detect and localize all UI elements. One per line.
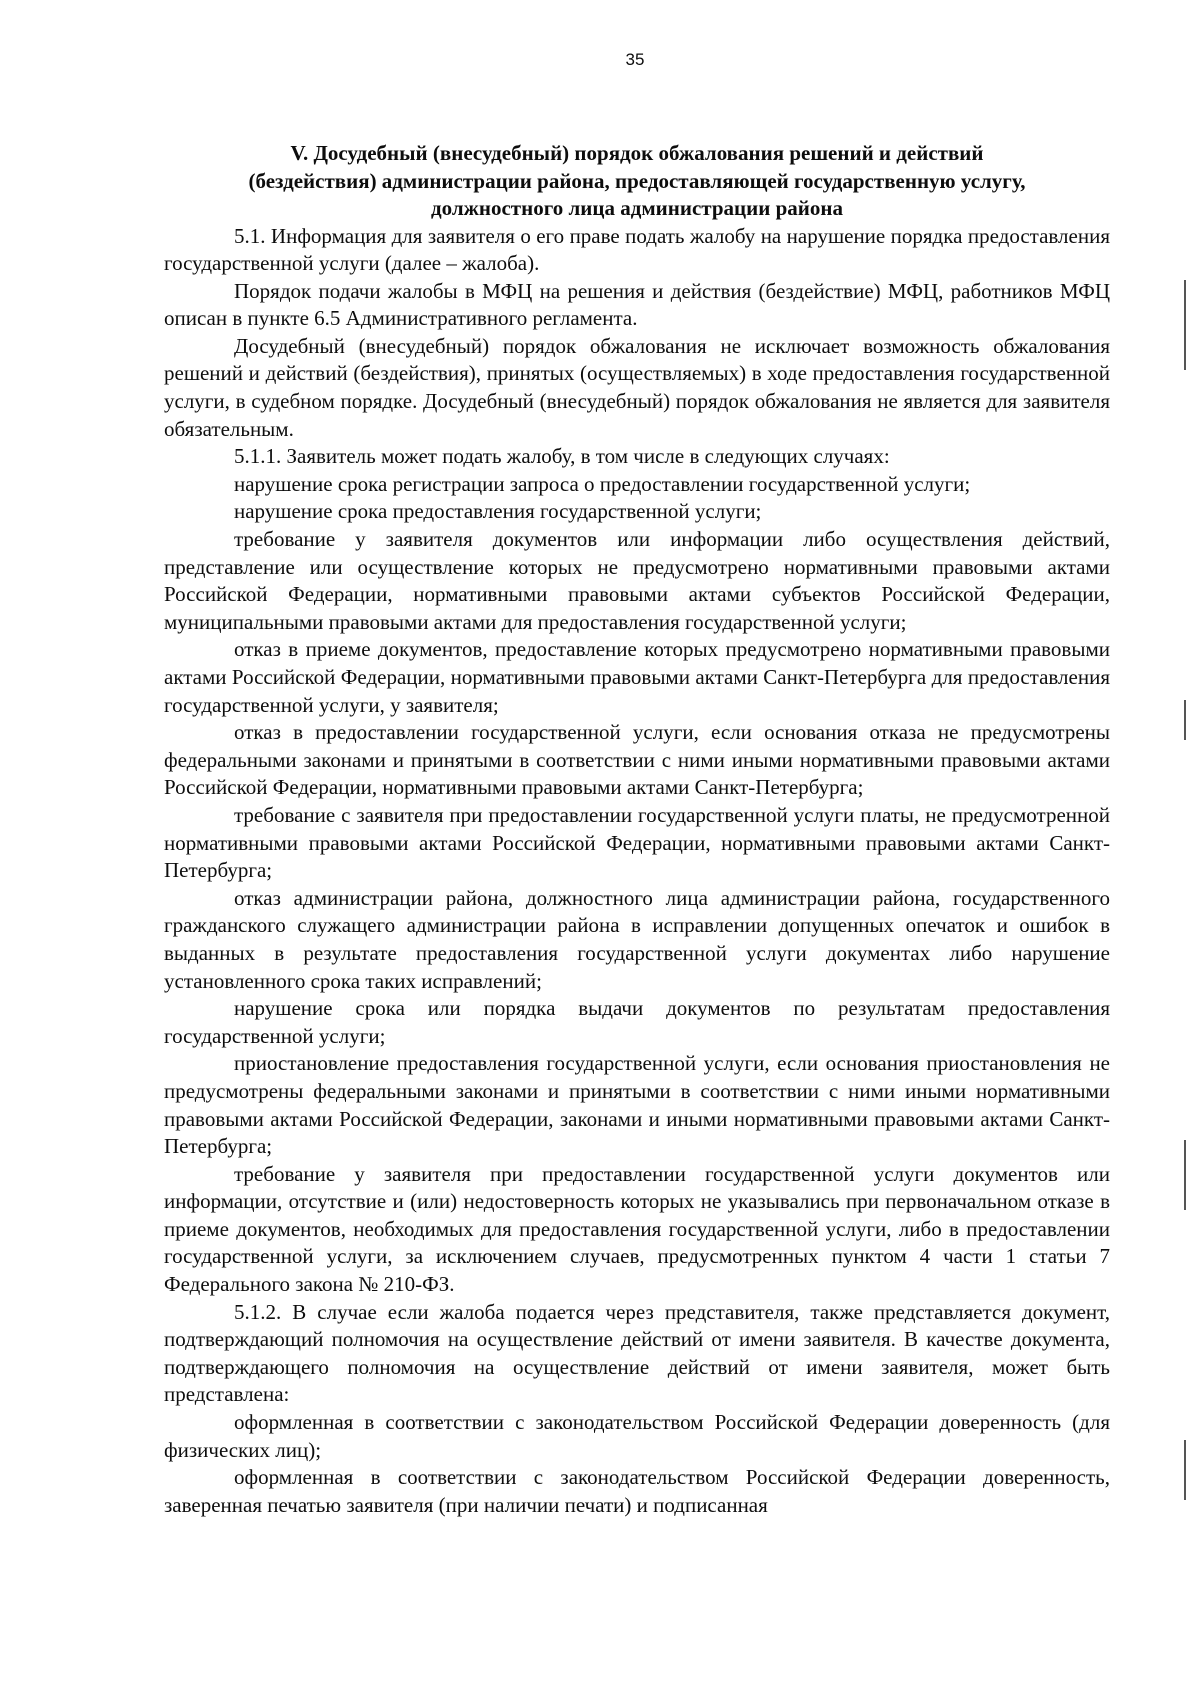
scan-edge-mark: [1184, 280, 1186, 370]
paragraph: требование у заявителя документов или информации либо осуществления действий, представление или осуществление которых не предусмотрено нормативными правовыми актами Российской Федерации, нормативными правовыми актами субъектов Российской Федерации, муниципальными правовыми актами для предоставления государственной услуги;: [164, 527, 1110, 634]
paragraph: 5.1. Информация для заявителя о его праве подать жалобу на нарушение порядка предоставления государственной услуги (далее – жалоба).: [164, 223, 1110, 276]
paragraph: нарушение срока или порядка выдачи документов по результатам предоставления государственной услуги;: [164, 996, 1110, 1048]
heading-line: (бездействия) администрации района, предоставляющей государственную услугу,: [248, 168, 1026, 193]
paragraph: оформленная в соответствии с законодательством Российской Федерации доверенность (для физических лиц);: [164, 1410, 1110, 1462]
scan-edge-mark: [1184, 700, 1186, 740]
paragraph: Порядок подачи жалобы в МФЦ на решения и действия (бездействие) МФЦ, работников МФЦ описан в пункте 6.5 Административного регламента.: [164, 278, 1110, 331]
paragraph: 5.1.1. Заявитель может подать жалобу, в том числе в следующих случаях:: [234, 444, 890, 469]
heading-line: должностного лица администрации района: [431, 196, 843, 220]
heading-line: V. Досудебный (внесудебный) порядок обжалования решений и действий: [290, 141, 984, 165]
scan-edge-mark: [1184, 1140, 1186, 1210]
paragraph: нарушение срока предоставления государственной услуги;: [234, 499, 762, 524]
paragraph: отказ в приеме документов, предоставление которых предусмотрено нормативными правовыми актами Российской Федерации, нормативными правовыми актами Санкт-Петербурга для предоставления государственной услуги, у заявителя;: [164, 637, 1110, 717]
paragraph: требование с заявителя при предоставлении государственной услуги платы, не предусмотренной нормативными правовыми актами Российской Федерации, нормативными правовыми актами Санкт-Петербурга;: [164, 802, 1110, 883]
paragraph: Досудебный (внесудебный) порядок обжалования не исключает возможность обжалования решений и действий (бездействия), принятых (осуществляемых) в ходе предоставления государственной услуги, в судебном порядке. Досудебный (внесудебный) порядок обжалования не является для заявителя обязательным.: [164, 333, 1110, 441]
paragraph: отказ администрации района, должностного лица администрации района, государственного гражданского служащего администрации района в исправлении допущенных опечаток и ошибок в выданных в результате предоставления государственной услуги документах либо нарушение установленного срока таких исправлений;: [164, 885, 1110, 993]
paragraph: приостановление предоставления государственной услуги, если основания приостановления не предусмотрены федеральными законами и принятыми в соответствии с ними иными нормативными правовыми актами Российской Федерации, законами и иными нормативными правовыми актами Санкт-Петербурга;: [164, 1051, 1110, 1159]
section-heading: [164, 140, 1110, 223]
page-number: 35: [625, 50, 645, 69]
scan-edge-mark: [1184, 1440, 1186, 1500]
paragraph: 5.1.2. В случае если жалоба подается через представителя, также представляется документ, подтверждающий полномочия на осуществление действий от имени заявителя. В качестве документа, подтверждающего полномочия на осуществление действий от имени заявителя, может быть представлена:: [164, 1299, 1110, 1407]
paragraph: нарушение срока регистрации запроса о предоставлении государственной услуги;: [234, 471, 971, 496]
paragraph: оформленная в соответствии с законодательством Российской Федерации доверенность, заверенная печатью заявителя (при наличии печати) и подписанная: [164, 1465, 1110, 1517]
document-body: [164, 140, 1110, 1519]
paragraph: отказ в предоставлении государственной услуги, если основания отказа не предусмотрены федеральными законами и принятыми в соответствии с ними иными нормативными правовыми актами Российской Федерации, нормативными правовыми актами Санкт-Петербурга;: [164, 720, 1110, 800]
paragraph: требование у заявителя при предоставлении государственной услуги документов или информации, отсутствие и (или) недостоверность которых не указывались при первоначальном отказе в приеме документов, необходимых для предоставления государственной услуги, либо в предоставлении государственной услуги, за исключением случаев, предусмотренных пунктом 4 части 1 статьи 7 Федерального закона № 210-ФЗ.: [164, 1161, 1110, 1297]
